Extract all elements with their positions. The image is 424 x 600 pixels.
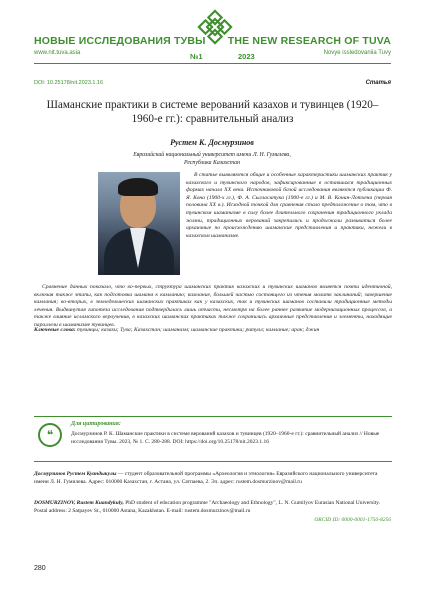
orcid-link[interactable]: ORCID ID: 0000-0001-1756-8256 [314,517,391,523]
header-divider [34,63,391,64]
citation-text: Досмурзинов Р. К. Шаманские практики в системе верований казахов и тувинцев (1920–1960-е гг.): сравнительный анализ // Новые исследования Тувы. 2023, № 1. С. 280-288. DOI: https://doi.org/10.25178/nit.2023.1.16 [71,431,380,445]
author-bio-en [34,500,392,515]
page-number: 280 [34,565,46,572]
keywords [34,327,392,335]
doi-link[interactable]: DOI: 10.25178/nit.2023.1.16 [34,80,104,86]
affiliation-line: Республика Казахстан [184,160,240,166]
abstract-paragraph: В статье выявляются общие и особенные характеристики шаманских практик у казахского и тувинского народов, зафиксированные в оставшихся традиционных формах начала XX века. Источниковой базой исследования являются публикации Ф. Я. Кона (1900-х гг.), Ф. А. Сыгласитука (1900-е гг.) и М. В. Конин-Лотхена (первая половина XX в.). Исходной точкой для сравнения стало предположение о том, что в тувинском шаманизме в силу более длительного сохранения традиционного уклада жизни, традиционных верований закрепились и продолжали развиваться более архаичные по происхождению шаманские представления и практики, нежели в казахском шаманизме. [186,172,392,239]
author-bio-ru [34,471,392,486]
bio-ru-text: — студент образовательной программы «Археология и этнология» Евразийского национального университета имени Л. Н. Гумилева. Адрес: 010000 Казахстан, г. Астана, ул. Сатпаева, 2. Эл. адрес: rustem.dosmurzinov@mail.ru [34,471,378,485]
author-affiliation [0,151,424,167]
quote-icon: ❝ [38,423,62,447]
keywords-text: тувинцы; казахи; Тува; Казахстан; шаманизм; шаманские практики; ритуал; камлание; арак; джин [77,327,320,333]
article-title: Шаманские практики в системе верований казахов и тувинцев (1920–1960-е гг.): сравнительный анализ [46,99,379,125]
journal-title-ru: НОВЫЕ ИССЛЕДОВАНИЯ ТУВЫ [34,35,206,47]
keywords-label: Ключевые слова: [34,327,76,333]
abstract-continued [34,284,392,330]
issue-number: №1 [190,52,203,61]
bio-en-text: PhD student of education programme "Archaeology and Ethnology", L. N. Gumilyov Eurasian National University. Postal address: 2 Satpayev St., 010000 Astana, Kazakhstan. E-mail: rustem.dosmurzinov@mail.ru [34,500,381,514]
section-label: Статья [365,80,391,86]
journal-url[interactable]: www.nit.tuva.asia [34,50,81,56]
bio-en-name: DOSMURZINOV, Rustem Kuandykuly, [34,500,124,506]
journal-logo-icon [196,8,234,46]
abstract-paragraph: Сравнение данных показало, что во-первых, структура шаманских практик казахских и тувинских шаманов является почти идентичной, включая также этапы, как подготовка шамана к камланию; камлание, большей частью состоящего из чтения молитв заклинаний; завершение камлания; во-вторых, в земледельческих шаманских практиках как у казахских, так и тувинских шаманов составили традиционные методы лечения. Выдвинутая гипотеза исследования подтвердилась лишь отчасти, несмотря на более раннее развитие модернизационных процессов, а также влияние исламского вероучения, в казахских шаманских практиках также сохранились архаичные представления и элементы, находящие параллели в шаманизме тувинцев. [34,284,392,328]
affiliation-line: Евразийский национальный университет имени Л. Н. Гумилева, [133,152,291,158]
citation-label: Для цитирования: [71,421,121,427]
bio-ru-name: Досмурзинов Рустем Куандыкулы [34,471,117,477]
journal-title-translit: Novye issledovaniia Tuvy [323,50,391,56]
author-photo [98,172,180,275]
issue-year: 2023 [238,52,255,61]
author-name: Рустем К. Досмурзинов [170,138,254,147]
journal-title-en: THE NEW RESEARCH OF TUVA [227,35,391,47]
abstract [186,172,392,240]
